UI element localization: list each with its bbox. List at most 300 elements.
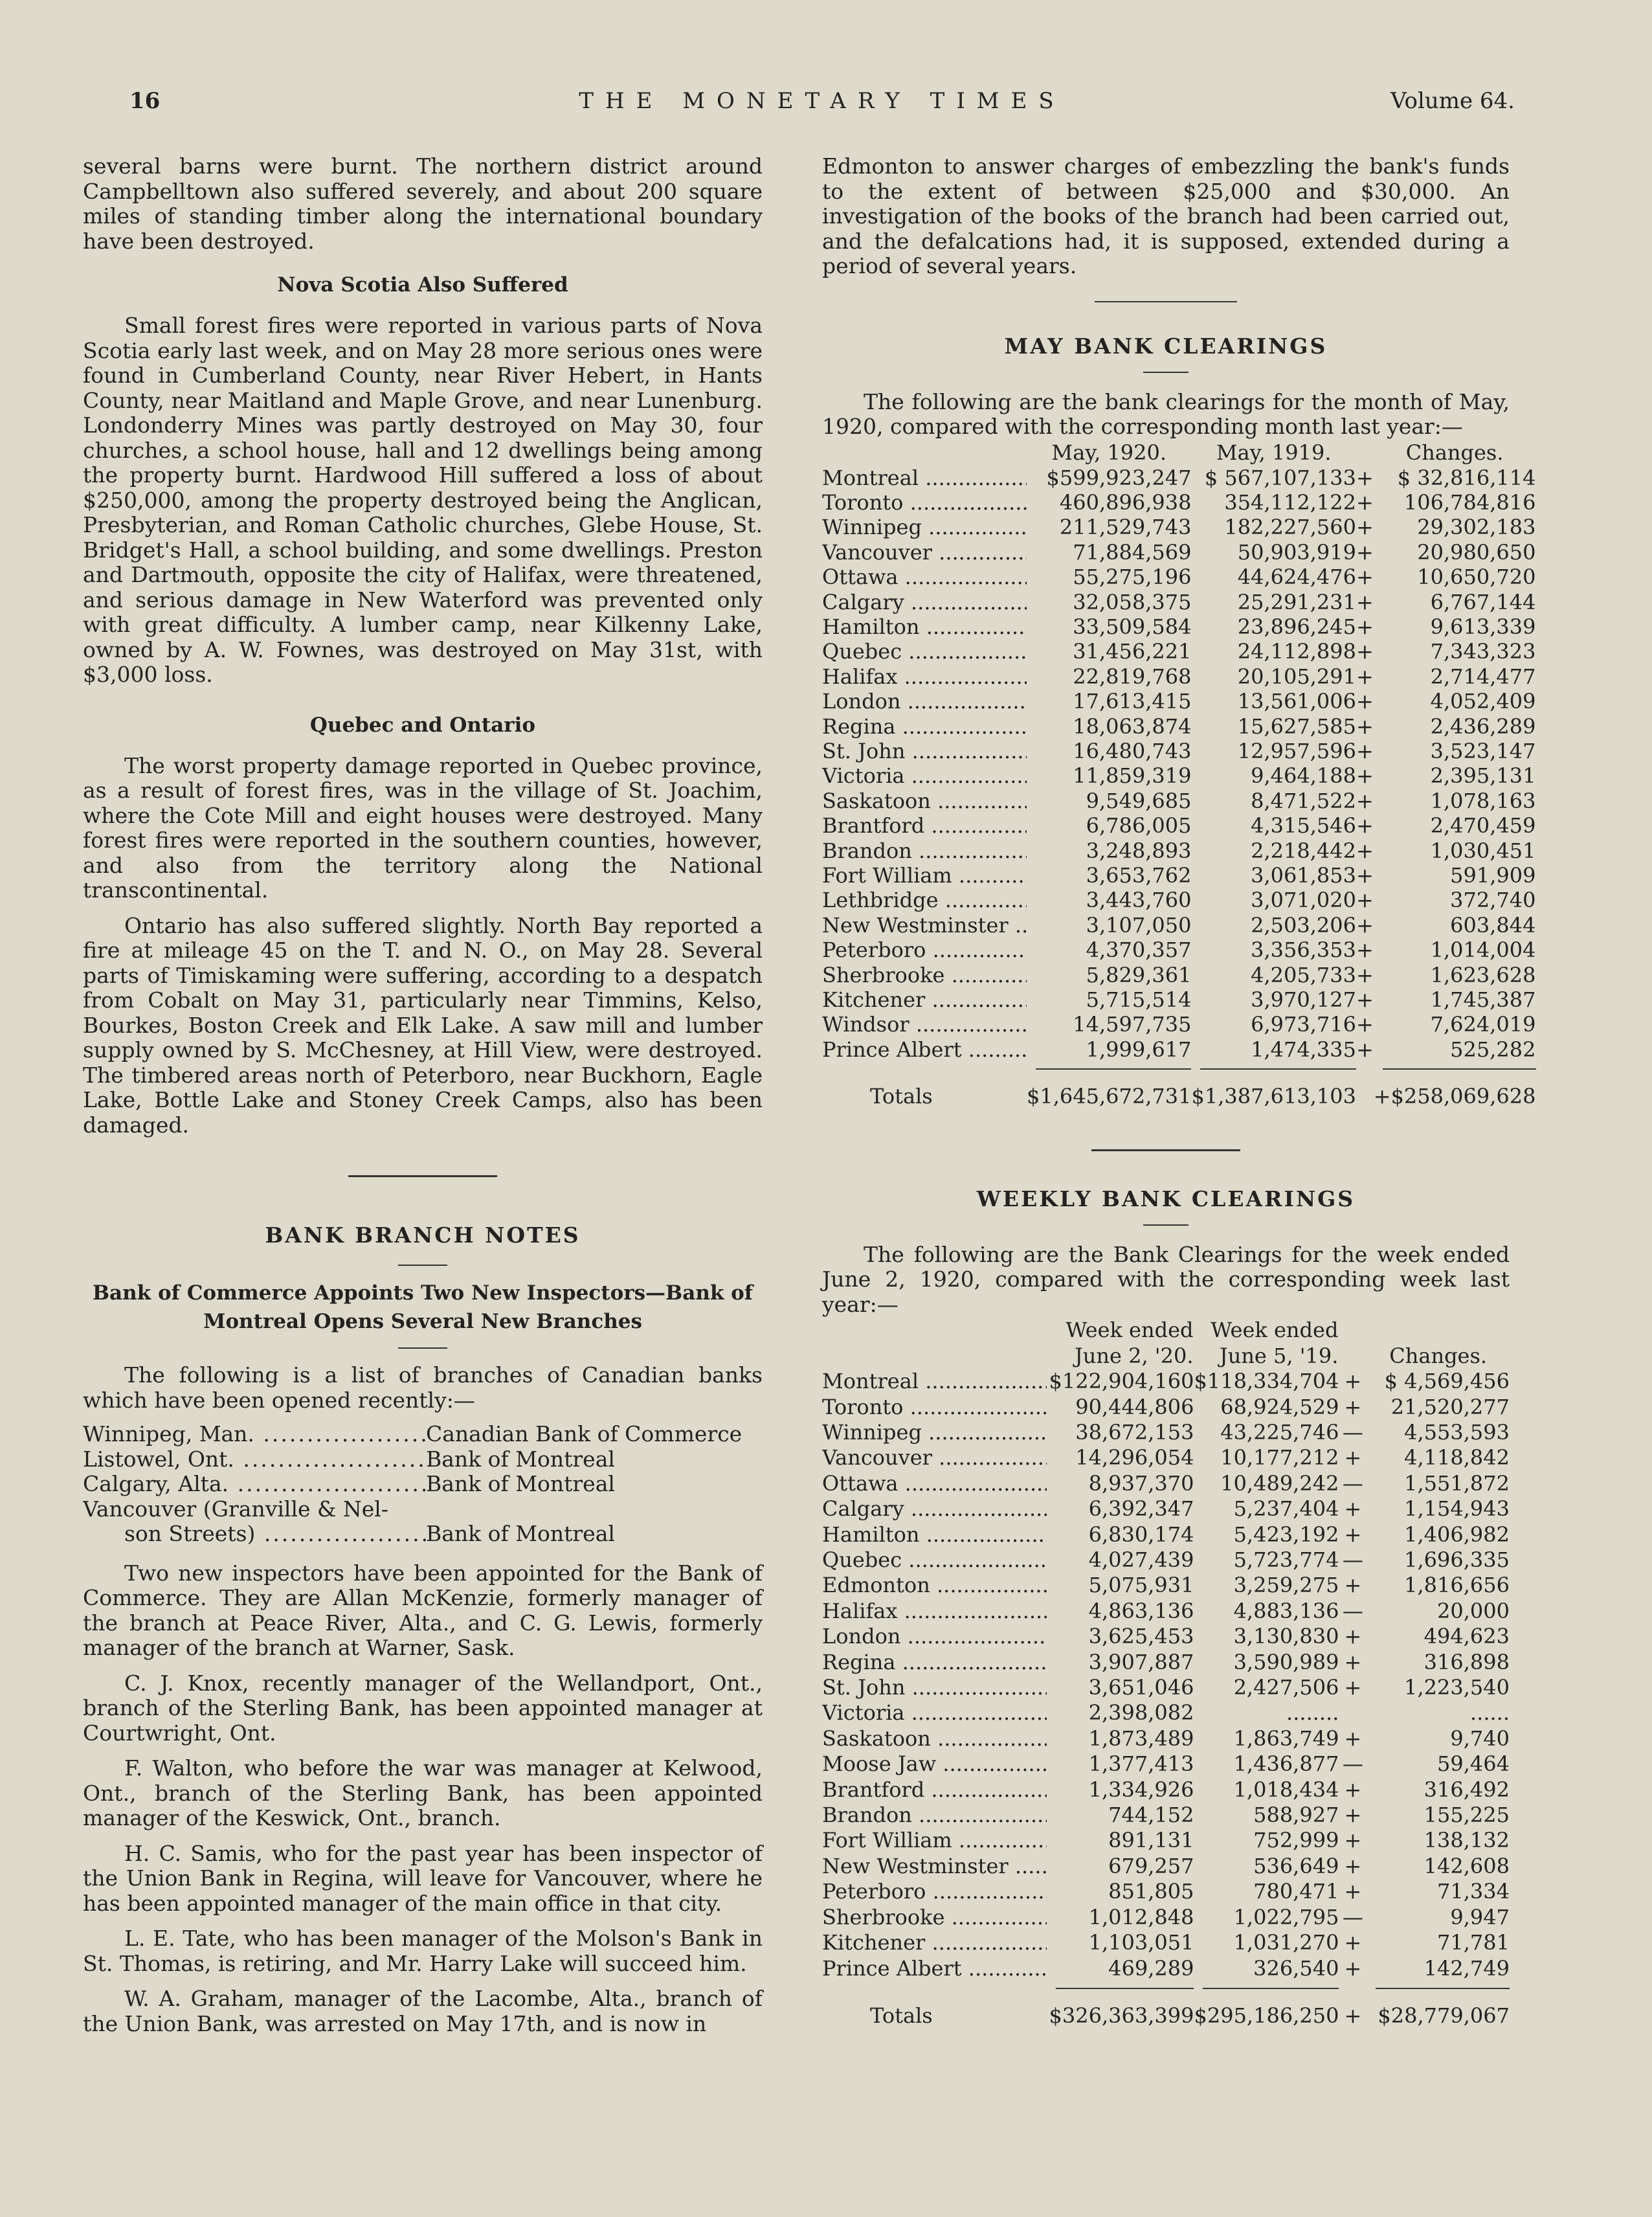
clearing-value: 9,549,685 (1086, 788, 1192, 813)
table-row (822, 1445, 1510, 1470)
clearing-value: 211,529,743 (1059, 515, 1192, 540)
change-value: 29,302,183 (1417, 515, 1536, 540)
intro-paragraph: several barns were burnt. The northern district around Campbelltown also suffered severely, and about 200 square miles of standing timber along the international boundary have been destroyed. (83, 153, 763, 254)
clearing-value: 68,924,529 (1220, 1394, 1339, 1419)
clearing-value: 1,873,489 (1088, 1726, 1194, 1751)
short-rule (398, 1347, 447, 1349)
clearing-value: 14,296,054 (1075, 1445, 1194, 1470)
table-row (822, 1012, 1536, 1037)
branch-place: Calgary, Alta. ..... (83, 1472, 426, 1497)
table-row (822, 1675, 1510, 1700)
change-value: 21,520,277 (1390, 1394, 1510, 1419)
table-row (822, 614, 1536, 639)
quebec-paragraph: The worst property damage reported in Quebec province, as a result of forest fires, was in the village of St. Joachim, where the Cote Mill and eight houses were destroyed. Many forest fires were reported in the southern counties, however, and also from the territory along the National transcontinental. (83, 752, 763, 903)
clearing-value: 4,863,136 (1088, 1598, 1194, 1623)
volume-label: Volume 64. (1390, 88, 1515, 114)
city-name: Vancouver (822, 1445, 932, 1470)
branch-row (83, 1472, 763, 1497)
change-value: 1,551,872 (1404, 1470, 1510, 1496)
city-name: Regina (822, 1649, 896, 1674)
change-value: 1,078,163 (1430, 788, 1536, 813)
change-sign: + (1344, 1955, 1362, 1981)
table-row (822, 1854, 1510, 1879)
change-sign: + (1344, 1573, 1362, 1598)
may-clearings-heading: MAY BANK CLEARINGS (1004, 333, 1328, 359)
clearing-value: 14,597,735 (1073, 1012, 1192, 1037)
change-value: 1,154,943 (1404, 1496, 1510, 1522)
table-row (822, 1777, 1510, 1803)
clearing-value: 10,489,242 (1220, 1470, 1339, 1496)
change-value: 603,844 (1450, 912, 1536, 938)
clearing-value: $ 567,107,133 (1204, 465, 1356, 490)
change-sign: — (1342, 1419, 1363, 1445)
change-value: 1,696,335 (1404, 1547, 1510, 1572)
clearing-value: 469,289 (1108, 1955, 1194, 1981)
table-row (822, 1369, 1510, 1394)
table-row (822, 1547, 1510, 1573)
change-sign: + (1344, 1522, 1362, 1547)
change-sign: + (1356, 714, 1374, 739)
table-row (822, 1879, 1510, 1904)
table-row (822, 1420, 1510, 1445)
city-name: Hamilton (822, 614, 920, 639)
clearing-value: 752,999 (1253, 1828, 1339, 1853)
city-name: Sherbrooke (822, 1904, 945, 1930)
may-clearings-intro: The following are the bank clearings for the month of May, 1920, compared with the corresponding month last year:— (822, 388, 1510, 439)
clearing-value: 1,474,335 (1251, 1037, 1356, 1062)
city-name: London (822, 689, 901, 714)
table-row (822, 590, 1536, 614)
table-row (822, 938, 1536, 962)
city-name: Peterboro (822, 1879, 926, 1904)
city-name: Brantford (822, 813, 925, 838)
change-value: 3,523,147 (1430, 738, 1536, 763)
branch-row (83, 1422, 763, 1447)
clearing-value: 2,218,442 (1251, 838, 1356, 863)
clearing-value: 326,540 (1253, 1955, 1339, 1981)
change-value: 59,464 (1437, 1751, 1510, 1777)
city-name: Victoria (822, 1700, 905, 1726)
column-header: Changes. (1389, 1344, 1488, 1369)
change-value: $ 4,569,456 (1384, 1369, 1510, 1394)
clearing-value: 23,896,245 (1237, 614, 1356, 639)
change-sign: + (1356, 938, 1374, 963)
totals-value: $28,779,067 (1378, 2003, 1510, 2028)
city-name: Winnipeg (822, 515, 922, 540)
change-sign: + (1356, 738, 1374, 763)
city-name: Halifax (822, 664, 898, 689)
change-value: 1,745,387 (1430, 987, 1536, 1013)
clearing-value: 50,903,919 (1237, 539, 1356, 565)
clearing-value: 43,225,746 (1220, 1419, 1339, 1445)
clearing-value: 71,884,569 (1073, 539, 1192, 565)
clearing-value: 11,859,319 (1073, 763, 1192, 789)
column-header: May, 1920. (1051, 440, 1167, 465)
change-sign: + (1344, 1369, 1362, 1394)
change-sign: + (1344, 1675, 1362, 1700)
table-row (822, 1930, 1510, 1955)
change-value: 71,334 (1437, 1879, 1510, 1904)
city-name: Quebec (822, 1547, 902, 1572)
totals-row (822, 1996, 1510, 2029)
change-sign: + (1344, 1726, 1362, 1751)
change-value: 1,623,628 (1430, 962, 1536, 987)
city-name: New Westminster (822, 1853, 1009, 1878)
clearing-value: 3,259,275 (1233, 1573, 1339, 1598)
clearing-value: 20,105,291 (1237, 664, 1356, 689)
change-value: 1,406,982 (1404, 1522, 1510, 1547)
change-value: 7,624,019 (1430, 1012, 1536, 1037)
table-row (822, 1395, 1510, 1420)
city-name: Saskatoon (822, 1726, 931, 1751)
clearing-value: 1,103,051 (1088, 1930, 1194, 1955)
city-name: Saskatoon (822, 788, 931, 813)
change-sign: + (1356, 838, 1374, 863)
change-value: 494,623 (1423, 1624, 1510, 1649)
change-sign: + (1356, 763, 1374, 789)
branch-list-intro: The following is a list of branches of Canadian banks which have been opened recently:— (83, 1362, 763, 1413)
clearing-value: 588,927 (1253, 1803, 1339, 1828)
clearing-value: $118,334,704 (1194, 1369, 1339, 1394)
clearing-value: 6,786,005 (1086, 813, 1192, 838)
clearing-value: 1,022,795 (1233, 1904, 1339, 1930)
clearing-value: 6,392,347 (1088, 1496, 1194, 1522)
table-row (822, 664, 1536, 689)
notes-paragraph: H. C. Samis, who for the past year has been inspector of the Union Bank in Regina, will leave for Vancouver, where he has been appointed manager of the main office in that city. (83, 1840, 763, 1916)
may-clearings-table (822, 440, 1536, 1109)
change-value: 316,898 (1423, 1649, 1510, 1674)
city-name: Ottawa (822, 1470, 899, 1496)
clearing-value: 1,863,749 (1233, 1726, 1339, 1751)
city-name: Halifax (822, 1598, 898, 1623)
clearing-value: 6,830,174 (1088, 1522, 1194, 1547)
branch-notes-subheading-2: Montreal Opens Several New Branches (203, 1310, 642, 1333)
table-row (822, 1573, 1510, 1598)
totals-value: +$258,069,628 (1373, 1084, 1536, 1109)
city-name: Calgary (822, 589, 904, 614)
city-name: Sherbrooke (822, 962, 945, 987)
change-value: 9,740 (1450, 1726, 1510, 1751)
table-row (822, 540, 1536, 565)
city-name: Kitchener (822, 1930, 926, 1955)
branch-row (83, 1497, 763, 1522)
change-sign: — (1342, 1598, 1363, 1623)
table-row (822, 963, 1536, 987)
change-sign: + (1356, 788, 1374, 813)
change-sign: + (1356, 813, 1374, 838)
change-value: 9,613,339 (1430, 614, 1536, 639)
table-row (822, 1905, 1510, 1930)
city-name: Victoria (822, 763, 905, 789)
branch-place: Vancouver (Granville & Nel- (83, 1496, 389, 1522)
totals-value: $326,363,399 (1049, 2003, 1194, 2028)
change-sign: + (1344, 1930, 1362, 1955)
branch-bank: Bank of Montreal (426, 1521, 615, 1546)
city-name: Montreal (822, 1369, 919, 1394)
clearing-value: 4,205,733 (1251, 962, 1356, 987)
change-sign: + (1356, 962, 1374, 987)
clearing-value: 3,651,046 (1088, 1675, 1194, 1700)
change-sign: — (1342, 1751, 1363, 1777)
change-value: 2,470,459 (1430, 813, 1536, 838)
city-name: Windsor (822, 1012, 910, 1037)
table-row (822, 1471, 1510, 1496)
change-sign: + (1344, 1445, 1362, 1470)
change-sign: + (1356, 515, 1374, 540)
change-sign: + (1356, 689, 1374, 714)
clearing-value: 2,503,206 (1251, 912, 1356, 938)
change-sign: + (1356, 664, 1374, 689)
clearing-value: 90,444,806 (1075, 1394, 1194, 1419)
change-sign: + (1344, 1879, 1362, 1904)
clearing-value: 31,456,221 (1073, 639, 1192, 664)
clearing-value: 1,334,926 (1088, 1777, 1194, 1802)
clearing-value: 182,227,560 (1224, 515, 1356, 540)
change-sign: + (1356, 565, 1374, 590)
city-name: Quebec (822, 639, 902, 664)
weekly-clearings-intro: The following are the Bank Clearings for the week ended June 2, 1920, compared with the corresponding week last year:— (822, 1241, 1510, 1317)
change-value: 6,767,144 (1430, 589, 1536, 614)
column-header: Changes. (1405, 440, 1504, 465)
change-sign: + (1356, 888, 1374, 913)
clearing-value: 3,625,453 (1088, 1624, 1194, 1649)
clearing-value: 3,443,760 (1086, 888, 1192, 913)
change-value: 155,225 (1423, 1803, 1510, 1828)
clearing-value: 44,624,476 (1237, 565, 1356, 590)
clearing-value: $599,923,247 (1046, 465, 1192, 490)
branch-row (83, 1522, 763, 1547)
clearing-value: 780,471 (1253, 1879, 1339, 1904)
clearing-value: 38,672,153 (1075, 1419, 1194, 1445)
table-row (822, 838, 1536, 863)
change-value: 138,132 (1423, 1828, 1510, 1853)
notes-paragraph: L. E. Tate, who has been manager of the Molson's Bank in St. Thomas, is retiring, and Mr. Harry Lake will succeed him. (83, 1926, 763, 1976)
change-value: 20,980,650 (1417, 539, 1536, 565)
clearing-value: 1,377,413 (1088, 1751, 1194, 1777)
table-row (822, 987, 1536, 1012)
clearing-value: 3,130,830 (1233, 1624, 1339, 1649)
clearing-value: 5,715,514 (1086, 987, 1192, 1013)
branch-bank: Bank of Montreal (426, 1446, 615, 1472)
clearing-value: 2,398,082 (1088, 1700, 1194, 1726)
clearing-value: 3,061,853 (1251, 863, 1356, 888)
change-value: 1,223,540 (1404, 1675, 1510, 1700)
totals-value: $1,645,672,731 (1027, 1084, 1192, 1109)
city-name: Kitchener (822, 987, 926, 1013)
table-row (822, 888, 1536, 912)
clearing-value: 1,999,617 (1086, 1037, 1192, 1062)
table-row (822, 515, 1536, 539)
short-rule (1143, 1224, 1189, 1226)
city-name: Toronto (822, 1394, 904, 1419)
clearing-value: 5,075,931 (1088, 1573, 1194, 1598)
continuation-paragraph: Edmonton to answer charges of embezzling the bank's funds to the extent of between $25,000 and $30,000. An investigation of the books of the branch had been carried out, and the defalcations had, it is supposed, extended during a period of several years. (822, 153, 1510, 278)
clearing-value: 5,423,192 (1233, 1522, 1339, 1547)
branch-bank: Bank of Montreal (426, 1471, 615, 1496)
bank-branch-notes-heading: BANK BRANCH NOTES (265, 1222, 581, 1248)
notes-paragraph: F. Walton, who before the war was manager at Kelwood, Ont., branch of the Sterling Bank, has been appointed manager of the Keswick, Ont., branch. (83, 1755, 763, 1830)
table-row (822, 1828, 1510, 1853)
short-rule (1143, 372, 1189, 373)
change-value: 1,030,451 (1430, 838, 1536, 863)
branch-place: Listowel, Ont. ..... (83, 1447, 426, 1472)
page-number: 16 (129, 88, 161, 114)
change-sign: + (1356, 1012, 1374, 1037)
table-row (822, 565, 1536, 589)
clearing-value: 1,031,270 (1233, 1930, 1339, 1955)
column-header: Week ended (1066, 1318, 1194, 1343)
totals-label: Totals (870, 2003, 933, 2028)
city-name: New Westminster (822, 912, 1009, 938)
change-sign: — (1342, 1904, 1363, 1930)
clearing-value: 3,907,887 (1088, 1649, 1194, 1674)
change-sign: + (1356, 614, 1374, 639)
change-value: 1,014,004 (1430, 938, 1536, 963)
change-sign: + (1356, 465, 1374, 490)
table-row (822, 1522, 1510, 1547)
totals-value: $1,387,613,103 (1191, 1084, 1356, 1109)
table-row (822, 1726, 1510, 1751)
clearing-value: 3,590,989 (1233, 1649, 1339, 1674)
table-row (822, 1037, 1536, 1062)
change-sign: + (1356, 639, 1374, 664)
table-row (822, 913, 1536, 938)
clearing-value: 1,012,848 (1088, 1904, 1194, 1930)
clearing-value: 10,177,212 (1220, 1445, 1339, 1470)
clearing-value: 3,970,127 (1251, 987, 1356, 1013)
page-header (129, 88, 1515, 120)
ontario-paragraph: Ontario has also suffered slightly. North Bay reported a fire at mileage 45 on the T. and N. O., on May 28. Several parts of Timiskaming were suffering, according to a despatch from Cobalt on May 31, particularly near Timmins, Kelso, Bourkes, Boston Creek and Elk Lake. A saw mill and lumber supply owned by S. McChesney, at Hill View, were destroyed. The timbered areas north of Peterboro, near Buckhorn, Eagle Lake, Bottle Lake and Stoney Creek Camps, also has been damaged. (83, 912, 763, 1138)
change-value: 316,492 (1423, 1777, 1510, 1802)
table-row (822, 763, 1536, 788)
branch-row (83, 1447, 763, 1472)
section-divider (348, 1175, 497, 1177)
city-name: Toronto (822, 490, 904, 515)
right-column (822, 153, 1536, 2029)
clearing-value: 4,370,357 (1086, 938, 1192, 963)
table-row (822, 739, 1536, 763)
column-header: Week ended (1211, 1318, 1339, 1343)
change-sign: + (1344, 1624, 1362, 1649)
clearing-value: 3,071,020 (1251, 888, 1356, 913)
table-row (822, 863, 1536, 888)
totals-sign: + (1344, 2003, 1362, 2028)
notes-paragraph: W. A. Graham, manager of the Lacombe, Alta., branch of the Union Bank, was arrested on May 17th, and is now in (83, 1986, 763, 2036)
table-row (822, 1751, 1510, 1777)
clearing-value: 1,436,877 (1233, 1751, 1339, 1777)
change-sign (1339, 1700, 1367, 1726)
change-sign: + (1356, 589, 1374, 614)
column-header: June 5, '19. (1219, 1344, 1339, 1369)
city-name: Calgary (822, 1496, 904, 1522)
table-row (822, 714, 1536, 739)
clearing-value: 3,356,353 (1251, 938, 1356, 963)
clearing-value: 5,237,404 (1233, 1496, 1339, 1522)
totals-value: $295,186,250 (1194, 2003, 1339, 2028)
notes-paragraph: C. J. Knox, recently manager of the Wellandport, Ont., branch of the Sterling Bank, has been appointed manager at Courtwright, Ont. (83, 1670, 763, 1746)
table-row (822, 1956, 1510, 1981)
city-name: Edmonton (822, 1573, 930, 1598)
clearing-value: 354,112,122 (1224, 490, 1356, 515)
change-value: 2,395,131 (1430, 763, 1536, 789)
clearing-value: $122,904,160 (1049, 1369, 1194, 1394)
clearing-value: 5,723,774 (1233, 1547, 1339, 1572)
clearing-value: 17,613,415 (1073, 689, 1192, 714)
clearing-value: 891,131 (1108, 1828, 1194, 1853)
clearing-value: 536,649 (1253, 1853, 1339, 1878)
change-sign: + (1344, 1394, 1362, 1419)
table-row (822, 1650, 1510, 1675)
change-value: 142,749 (1423, 1955, 1510, 1981)
change-sign: + (1344, 1777, 1362, 1802)
change-sign: + (1356, 987, 1374, 1013)
change-value: 9,947 (1450, 1904, 1510, 1930)
change-value: 4,553,593 (1404, 1419, 1510, 1445)
clearing-value: 3,107,050 (1086, 912, 1192, 938)
clearing-value: 25,291,231 (1237, 589, 1356, 614)
clearing-value: 679,257 (1108, 1853, 1194, 1878)
change-value: 4,052,409 (1430, 689, 1536, 714)
change-value: 1,816,656 (1404, 1573, 1510, 1598)
nova-scotia-paragraph: Small forest fires were reported in various parts of Nova Scotia early last week, and on May 28 more serious ones were found in Cumberland County, near River Hebert, in Hants County, near Maitland and Maple Grove, and near Lunenburg. Londonderry Mines was partly destroyed on May 30, four churches, a school house, hall and 12 dwellings being among the property burnt. Hardwood Hill suffered a loss of about $250,000, among the property destroyed being the Anglican, Presbyterian, and Roman Catholic churches, Glebe House, St. Bridget's Hall, a school building, and some dwellings. Preston and Dartmouth, opposite the city of Halifax, were threatened, and serious damage in New Waterford was prevented only with great difficulty. A lumber camp, near Kilkenny Lake, owned by A. W. Fownes, was destroyed on May 31st, with $3,000 loss. (83, 313, 763, 687)
change-value: 7,343,323 (1430, 639, 1536, 664)
change-value: 4,118,842 (1404, 1445, 1510, 1470)
city-name: Hamilton (822, 1522, 920, 1547)
change-sign: + (1356, 863, 1374, 888)
city-name: Lethbridge (822, 888, 939, 913)
weekly-clearings-table (822, 1317, 1510, 2029)
branch-place: son Streets) ..... (124, 1522, 426, 1547)
change-value: 106,784,816 (1403, 490, 1536, 515)
branch-list (83, 1422, 763, 1547)
weekly-clearings-heading: WEEKLY BANK CLEARINGS (976, 1186, 1356, 1211)
change-value: 2,714,477 (1430, 664, 1536, 689)
clearing-value: 18,063,874 (1073, 714, 1192, 739)
city-name: London (822, 1624, 901, 1649)
totals-label: Totals (870, 1084, 933, 1109)
table-row (822, 813, 1536, 838)
change-value: 71,781 (1437, 1930, 1510, 1955)
branch-bank: Canadian Bank of Commerce (426, 1421, 742, 1446)
table-row (822, 689, 1536, 714)
change-value: 2,436,289 (1430, 714, 1536, 739)
change-value: 525,282 (1450, 1037, 1536, 1062)
left-column (83, 154, 763, 2036)
clearing-value: 5,829,361 (1086, 962, 1192, 987)
change-sign: + (1356, 1037, 1374, 1062)
clearing-value: 8,937,370 (1088, 1470, 1194, 1496)
city-name: Vancouver (822, 539, 932, 565)
city-name: Peterboro (822, 938, 926, 963)
quebec-ontario-heading: Quebec and Ontario (309, 713, 536, 737)
notes-paragraph: Two new inspectors have been appointed for the Bank of Commerce. They are Allan McKenzie, formerly manager of the branch at Peace River, Alta., and C. G. Lewis, formerly manager of the branch at Warner, Sask. (83, 1560, 763, 1660)
column-header: May, 1919. (1216, 440, 1332, 465)
table-row (822, 789, 1536, 813)
city-name: St. John (822, 1675, 906, 1700)
table-row (822, 1700, 1510, 1726)
city-name: Regina (822, 714, 896, 739)
table-row (822, 639, 1536, 664)
clearing-value: 8,471,522 (1251, 788, 1356, 813)
change-sign: + (1344, 1496, 1362, 1522)
city-name: Montreal (822, 465, 919, 490)
city-name: St. John (822, 738, 906, 763)
table-row (822, 490, 1536, 515)
table-row (822, 1803, 1510, 1828)
city-name: Prince Albert (822, 1955, 962, 1981)
change-sign: + (1344, 1649, 1362, 1674)
table-row (822, 1624, 1510, 1649)
